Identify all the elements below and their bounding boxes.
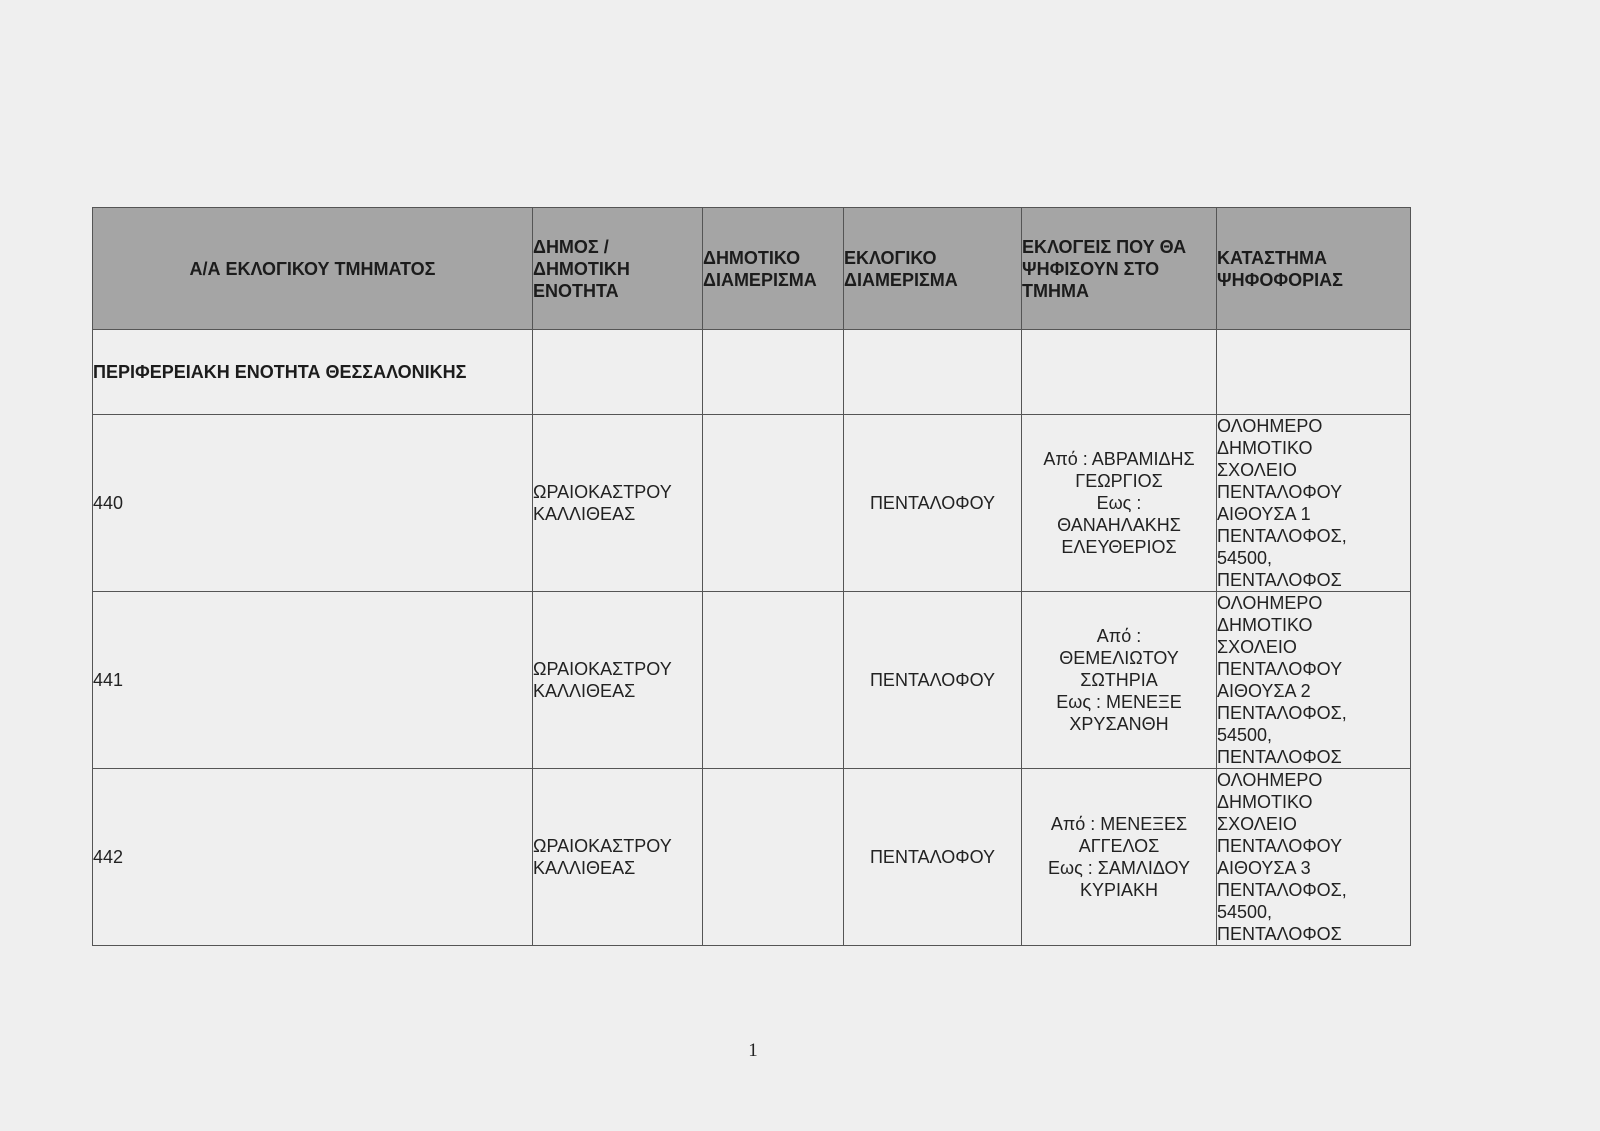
station-line: ΠΕΝΤΑΛΟΦΟΣ, bbox=[1217, 880, 1347, 900]
voters-cell bbox=[1022, 592, 1217, 769]
section-number: 440 bbox=[93, 415, 533, 592]
municipality-line: ΩΡΑΙΟΚΑΣΤΡΟΥ bbox=[533, 482, 672, 502]
municipality-cell bbox=[533, 769, 703, 946]
polling-station-cell bbox=[1217, 592, 1411, 769]
region-row bbox=[93, 330, 1411, 415]
table-row bbox=[93, 592, 1411, 769]
header-section-number bbox=[93, 208, 533, 330]
header-electoral-district bbox=[844, 208, 1022, 330]
voters-line: ΑΓΓΕΛΟΣ bbox=[1078, 836, 1160, 856]
station-line: ΠΕΝΤΑΛΟΦΟΣ bbox=[1217, 570, 1342, 590]
table-row bbox=[93, 769, 1411, 946]
table-row bbox=[93, 415, 1411, 592]
voters-line: Από : ΑΒΡΑΜΙΔΗΣ bbox=[1043, 449, 1195, 469]
header-line: ΔΙΑΜΕΡΙΣΜΑ bbox=[844, 269, 958, 290]
station-line: ΟΛΟΗΜΕΡΟ bbox=[1217, 593, 1323, 613]
voters-cell bbox=[1022, 415, 1217, 592]
header-line: ΨΗΦΟΦΟΡΙΑΣ bbox=[1217, 269, 1343, 290]
station-line: ΣΧΟΛΕΙΟ bbox=[1217, 814, 1297, 834]
municipality-line: ΩΡΑΙΟΚΑΣΤΡΟΥ bbox=[533, 659, 672, 679]
voters-line: ΕΛΕΥΘΕΡΙΟΣ bbox=[1061, 537, 1177, 557]
header-municipality bbox=[533, 208, 703, 330]
station-line: ΣΧΟΛΕΙΟ bbox=[1217, 460, 1297, 480]
region-label: ΠΕΡΙΦΕΡΕΙΑΚΗ ΕΝΟΤΗΤΑ ΘΕΣΣΑΛΟΝΙΚΗΣ bbox=[93, 330, 533, 415]
voters-line: Εως : ΣΑΜΛΙΔΟΥ bbox=[1048, 858, 1190, 878]
municipality-line: ΩΡΑΙΟΚΑΣΤΡΟΥ bbox=[533, 836, 672, 856]
header-line: ΕΚΛΟΓΕΙΣ ΠΟΥ ΘΑ bbox=[1022, 236, 1187, 257]
municipality-cell bbox=[533, 415, 703, 592]
header-line: ΕΚΛΟΓΙΚΟ bbox=[844, 247, 937, 268]
voters-cell bbox=[1022, 769, 1217, 946]
header-polling-station bbox=[1217, 208, 1411, 330]
voters-line: ΧΡΥΣΑΝΘΗ bbox=[1069, 714, 1169, 734]
municipality-line: ΚΑΛΛΙΘΕΑΣ bbox=[533, 681, 636, 701]
header-line: ΤΜΗΜΑ bbox=[1022, 280, 1089, 301]
header-line: ΔΗΜΟΣ / bbox=[533, 236, 609, 257]
voters-line: Εως : bbox=[1096, 493, 1142, 513]
voters-line: ΓΕΩΡΓΙΟΣ bbox=[1075, 471, 1163, 491]
header-line: ΨΗΦΙΣΟΥΝ ΣΤΟ bbox=[1022, 258, 1160, 279]
station-line: ΠΕΝΤΑΛΟΦΟΥ bbox=[1217, 482, 1343, 502]
empty-cell bbox=[844, 330, 1022, 415]
station-line: ΠΕΝΤΑΛΟΦΟΥ bbox=[1217, 659, 1343, 679]
table-body bbox=[93, 330, 1411, 946]
voters-line: ΘΑΝΑΗΛΑΚΗΣ bbox=[1057, 515, 1181, 535]
empty-cell bbox=[1217, 330, 1411, 415]
header-line: ΔΗΜΟΤΙΚΗ bbox=[533, 258, 630, 279]
municipal-district-cell bbox=[703, 415, 844, 592]
station-line: ΑΙΘΟΥΣΑ 1 bbox=[1217, 504, 1311, 524]
header-line: ΔΙΑΜΕΡΙΣΜΑ bbox=[703, 269, 817, 290]
station-line: ΠΕΝΤΑΛΟΦΟΣ bbox=[1217, 747, 1342, 767]
station-line: 54500, bbox=[1217, 902, 1273, 922]
electoral-district-cell: ΠΕΝΤΑΛΟΦΟΥ bbox=[844, 415, 1022, 592]
electoral-district-cell: ΠΕΝΤΑΛΟΦΟΥ bbox=[844, 769, 1022, 946]
station-line: ΔΗΜΟΤΙΚΟ bbox=[1217, 792, 1313, 812]
electoral-sections-table bbox=[92, 207, 1411, 946]
station-line: ΟΛΟΗΜΕΡΟ bbox=[1217, 770, 1323, 790]
municipal-district-cell bbox=[703, 592, 844, 769]
section-number: 441 bbox=[93, 592, 533, 769]
voters-line: ΚΥΡΙΑΚΗ bbox=[1079, 880, 1159, 900]
electoral-district-cell: ΠΕΝΤΑΛΟΦΟΥ bbox=[844, 592, 1022, 769]
empty-cell bbox=[1022, 330, 1217, 415]
section-number: 442 bbox=[93, 769, 533, 946]
station-line: ΠΕΝΤΑΛΟΦΟΥ bbox=[1217, 836, 1343, 856]
voters-line: ΘΕΜΕΛΙΩΤΟΥ bbox=[1059, 648, 1179, 668]
header-line: ΚΑΤΑΣΤΗΜΑ bbox=[1217, 247, 1327, 268]
header-line: ΔΗΜΟΤΙΚΟ bbox=[703, 247, 801, 268]
station-line: ΠΕΝΤΑΛΟΦΟΣ, bbox=[1217, 526, 1347, 546]
station-line: ΟΛΟΗΜΕΡΟ bbox=[1217, 416, 1323, 436]
voters-line: ΣΩΤΗΡΙΑ bbox=[1080, 670, 1158, 690]
municipality-cell bbox=[533, 592, 703, 769]
voters-line: Από : bbox=[1096, 626, 1142, 646]
polling-station-cell bbox=[1217, 769, 1411, 946]
municipality-line: ΚΑΛΛΙΘΕΑΣ bbox=[533, 504, 636, 524]
station-line: ΠΕΝΤΑΛΟΦΟΣ, bbox=[1217, 703, 1347, 723]
municipality-line: ΚΑΛΛΙΘΕΑΣ bbox=[533, 858, 636, 878]
header-voters bbox=[1022, 208, 1217, 330]
station-line: ΠΕΝΤΑΛΟΦΟΣ bbox=[1217, 924, 1342, 944]
header-line: ΕΝΟΤΗΤΑ bbox=[533, 280, 619, 301]
empty-cell bbox=[533, 330, 703, 415]
empty-cell bbox=[703, 330, 844, 415]
station-line: 54500, bbox=[1217, 725, 1273, 745]
header-row bbox=[93, 208, 1411, 330]
station-line: ΑΙΘΟΥΣΑ 2 bbox=[1217, 681, 1311, 701]
page-number: 1 bbox=[748, 1040, 758, 1061]
station-line: ΔΗΜΟΤΙΚΟ bbox=[1217, 615, 1313, 635]
table-header bbox=[93, 208, 1411, 330]
header-municipal-district bbox=[703, 208, 844, 330]
municipal-district-cell bbox=[703, 769, 844, 946]
station-line: ΔΗΜΟΤΙΚΟ bbox=[1217, 438, 1313, 458]
polling-station-cell bbox=[1217, 415, 1411, 592]
station-line: ΑΙΘΟΥΣΑ 3 bbox=[1217, 858, 1311, 878]
station-line: 54500, bbox=[1217, 548, 1273, 568]
header-line: Α/Α ΕΚΛΟΓΙΚΟΥ ΤΜΗΜΑΤΟΣ bbox=[189, 258, 436, 279]
station-line: ΣΧΟΛΕΙΟ bbox=[1217, 637, 1297, 657]
voters-line: Από : ΜΕΝΕΞΕΣ bbox=[1050, 814, 1188, 834]
voters-line: Εως : ΜΕΝΕΞΕ bbox=[1056, 692, 1182, 712]
